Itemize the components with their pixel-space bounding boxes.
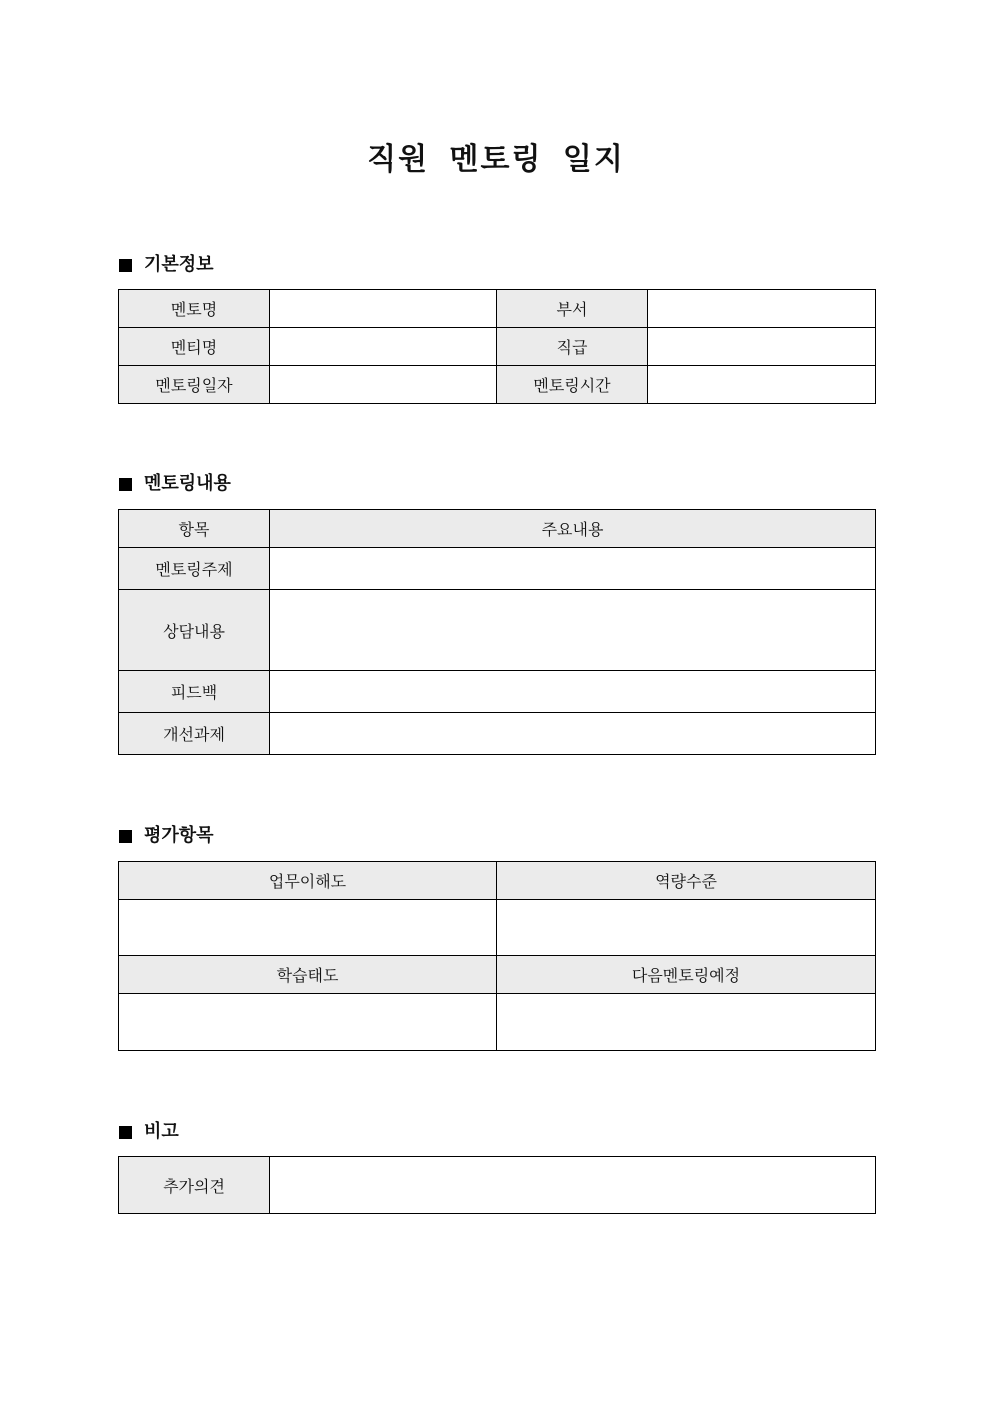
mentoring-date-field[interactable] xyxy=(270,366,497,404)
department-label: 부서 xyxy=(497,290,648,328)
feedback-label: 피드백 xyxy=(119,671,270,713)
table-header-row xyxy=(119,862,876,900)
feedback-field[interactable] xyxy=(270,671,876,713)
section-heading-content xyxy=(119,472,231,496)
section-heading-remarks xyxy=(119,1120,179,1144)
next-mentoring-label: 다음멘토링예정 xyxy=(497,956,876,994)
mentor-name-label: 멘토명 xyxy=(119,290,270,328)
table-row xyxy=(119,671,876,713)
table-row xyxy=(119,994,876,1051)
table-row xyxy=(119,548,876,590)
department-field[interactable] xyxy=(648,290,876,328)
basic-info-table xyxy=(118,289,876,404)
table-row xyxy=(119,366,876,404)
section-title: 멘토링내용 xyxy=(144,473,231,494)
document-title: 직원 멘토링 일지 xyxy=(367,142,625,177)
mentee-name-label: 멘티명 xyxy=(119,328,270,366)
additional-opinion-label: 추가의견 xyxy=(119,1157,270,1214)
mentee-name-field[interactable] xyxy=(270,328,497,366)
content-table xyxy=(118,509,876,755)
competency-level-label: 역량수준 xyxy=(497,862,876,900)
position-field[interactable] xyxy=(648,328,876,366)
position-label: 직급 xyxy=(497,328,648,366)
section-heading-basic-info xyxy=(119,253,214,277)
section-title: 기본정보 xyxy=(144,254,214,275)
column-header-item: 항목 xyxy=(119,510,270,548)
remarks-table xyxy=(118,1156,876,1214)
consultation-label: 상담내용 xyxy=(119,590,270,671)
improvement-field[interactable] xyxy=(270,713,876,755)
evaluation-table xyxy=(118,861,876,1051)
table-row xyxy=(119,290,876,328)
additional-opinion-field[interactable] xyxy=(270,1157,876,1214)
mentoring-time-label: 멘토링시간 xyxy=(497,366,648,404)
square-bullet-icon xyxy=(119,259,132,272)
table-row xyxy=(119,713,876,755)
next-mentoring-field[interactable] xyxy=(497,994,876,1051)
mentoring-topic-label: 멘토링주제 xyxy=(119,548,270,590)
work-understanding-field[interactable] xyxy=(119,900,497,956)
improvement-label: 개선과제 xyxy=(119,713,270,755)
section-title: 평가항목 xyxy=(144,825,214,846)
mentoring-time-field[interactable] xyxy=(648,366,876,404)
section-heading-evaluation xyxy=(119,824,214,848)
table-row xyxy=(119,590,876,671)
table-header-row xyxy=(119,956,876,994)
learning-attitude-field[interactable] xyxy=(119,994,497,1051)
competency-level-field[interactable] xyxy=(497,900,876,956)
column-header-content: 주요내용 xyxy=(270,510,876,548)
consultation-field[interactable] xyxy=(270,590,876,671)
square-bullet-icon xyxy=(119,1126,132,1139)
mentoring-topic-field[interactable] xyxy=(270,548,876,590)
table-header-row xyxy=(119,510,876,548)
table-row xyxy=(119,1157,876,1214)
section-title: 비고 xyxy=(144,1121,179,1142)
mentor-name-field[interactable] xyxy=(270,290,497,328)
learning-attitude-label: 학습태도 xyxy=(119,956,497,994)
square-bullet-icon xyxy=(119,478,132,491)
work-understanding-label: 업무이해도 xyxy=(119,862,497,900)
table-row xyxy=(119,328,876,366)
mentoring-date-label: 멘토링일자 xyxy=(119,366,270,404)
square-bullet-icon xyxy=(119,830,132,843)
table-row xyxy=(119,900,876,956)
